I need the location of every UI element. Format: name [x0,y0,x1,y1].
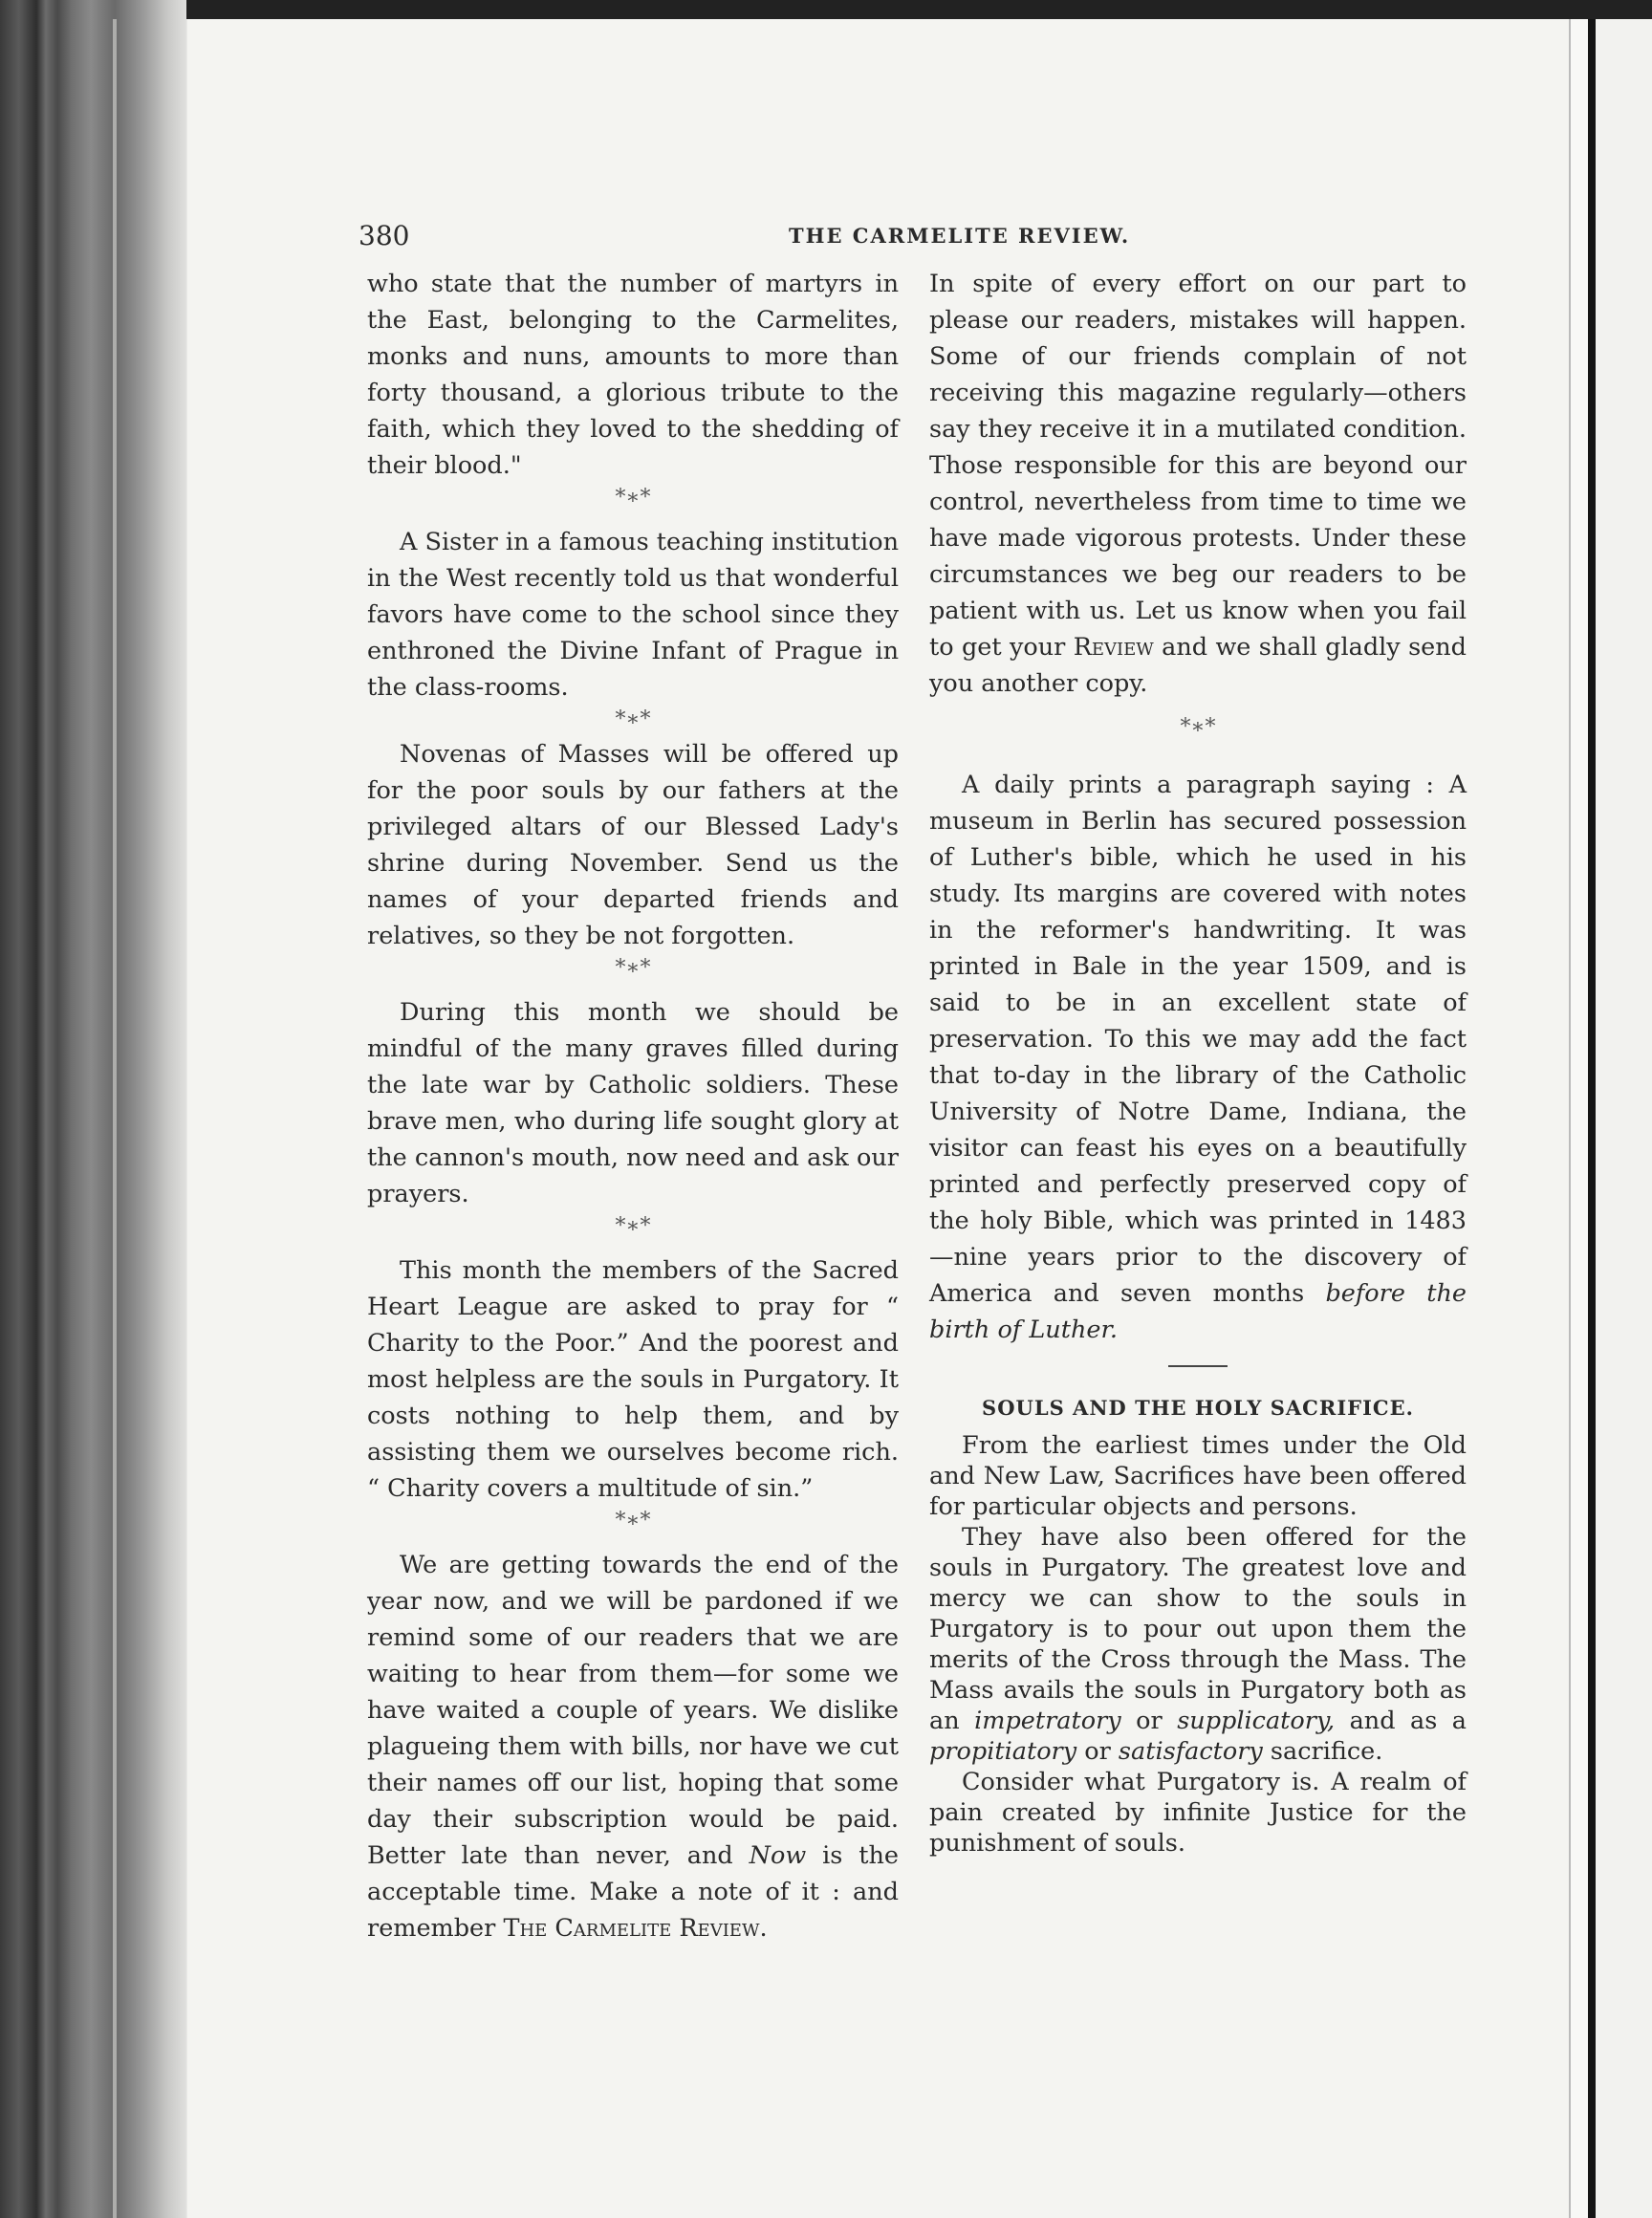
mistakes-text-a: In spite of every effort on our part to please our readers, mistakes will happen. Some of our friends complain of not receiving this magazine regularly—others say they receive it in a mutilated condition. Those responsible for this are beyond our control, nevertheless from time to time we have made vigorous protests. Under these circumstances we beg our readers to be patient with us. Let us know when you fail to get your [929,270,1467,662]
spine-page-edge [113,19,117,2218]
running-head [359,220,1467,258]
mistakes-text-b: and we shall gladly send you another copy. [929,633,1467,698]
asterism-icon: *∗* [615,486,651,510]
section-ornament [367,484,899,524]
section-ornament [367,706,899,736]
subscriptions-text-b: is the acceptable time. Make a note of it : and remember [367,1841,899,1943]
offered-text-b: or [1120,1707,1178,1735]
asterism-icon: *∗* [1180,715,1216,739]
section-ornament [929,702,1467,767]
section-ornament [367,1212,899,1252]
asterism-icon: *∗* [615,1214,651,1238]
italic-supplicatory: supplicatory, [1177,1707,1336,1735]
binding-shadow [1588,19,1596,2218]
luther-text: A daily prints a paragraph saying : A museum in Berlin has secured possession of Luther's bible, which he used in his study. Its margins are covered with notes in the reformer's handwriting. It was printed in Bale in the year 1509, and is said to be in an excellent state of preservation. To this we may add the fact that to-day in the library of the Catholic University of Notre Dame, Indiana, the visitor can feast his eyes on a beautifully printed and perfectly preserved copy of the holy Bible, which was printed in 1483—nine years prior to the discovery of America and seven months [929,771,1467,1308]
paragraph-consider-purgatory: Consider what Purgatory is. A realm of pain created by infinite Justice for the punishment of souls. [929,1768,1467,1858]
section-ornament [367,954,899,994]
offered-text-e: sacrifice. [1262,1737,1383,1766]
paragraph-martyrs: who state that the number of martyrs in the East, belonging to the Carmelites, monks and nuns, amounts to more than forty thousand, a glorious tribute to the faith, which they loved to the shedding of their blood." [367,270,899,480]
italic-before-birth: before the birth of Luther. [929,1279,1467,1344]
paragraph-offered-souls [929,1522,1467,1767]
book-spine [0,0,186,2218]
paragraph-earliest-times: From the earliest times under the Old and New Law, Sacrifices have been offered for particular objects and persons. [929,1431,1467,1521]
section-heading: SOULS AND THE HOLY SACRIFICE. [982,1396,1414,1420]
asterism-icon: *∗* [615,707,651,731]
offered-text-a: They have also been offered for the souls in Purgatory. The greatest love and mercy we can show to the souls in Purgatory is to pour out upon them the merits of the Cross through the Mass. The Mass avails the souls in Purgatory both as an [929,1523,1467,1735]
page-number: 380 [359,220,410,251]
italic-propitiatory: propitiatory [929,1737,1077,1766]
offered-text-d: or [1076,1737,1119,1766]
italic-impetratory: impetratory [974,1707,1121,1735]
section-rule [1168,1365,1228,1367]
section-ornament [367,1507,899,1547]
asterism-icon: *∗* [615,956,651,980]
paragraph-mistakes [929,266,1467,702]
carmelite-review-smallcaps: The Carmelite Review. [503,1914,768,1943]
left-column [367,266,899,1946]
asterism-icon: *∗* [615,1509,651,1533]
paragraph-sister: A Sister in a famous teaching institution in the West recently told us that wonderful favors have come to the school since they enthroned the Divine Infant of Prague in the class-rooms. [367,528,899,702]
paragraph-novenas: Novenas of Masses will be offered up for the poor souls by our fathers at the privileged altars of our Blessed Lady's shrine during November. Send us the names of your departed friends and relatives, so they be not forgotten. [367,740,899,950]
right-column [929,266,1467,1859]
review-smallcaps: Review [1073,633,1154,662]
page-gutter [1569,19,1590,2218]
italic-now: Now [749,1841,807,1870]
holy-sacrifice-section [929,1430,1467,1859]
italic-satisfactory: satisfactory [1118,1737,1263,1766]
journal-title: THE CARMELITE REVIEW. [789,224,1131,248]
paragraph-graves: During this month we should be mindful of the many graves filled during the late war by Catholic soldiers. These brave men, who during life sought glory at the cannon's mouth, now need and ask our prayers. [367,998,899,1208]
subscriptions-text-a: We are getting towards the end of the year now, and we will be pardoned if we remind some of our readers that we are waiting to hear from them—for some we have waited a couple of years. We dislike plagueing them with bills, nor have we cut their names off our list, hoping that some day their subscription would be paid. Better late than never, and [367,1551,899,1870]
paragraph-sacred-heart: This month the members of the Sacred Heart League are asked to pray for “ Charity to the Poor.” And the poorest and most helpless are the souls in Purgatory. It costs nothing to help them, and by assisting them we ourselves become rich. “ Charity covers a multitude of sin.” [367,1256,899,1503]
offered-text-c: and as a [1335,1707,1467,1735]
paragraph-subscriptions [367,1547,899,1946]
facing-page-edge [1596,19,1652,2218]
paragraph-luther-bible [929,767,1467,1348]
scan-top-border [0,0,1652,19]
